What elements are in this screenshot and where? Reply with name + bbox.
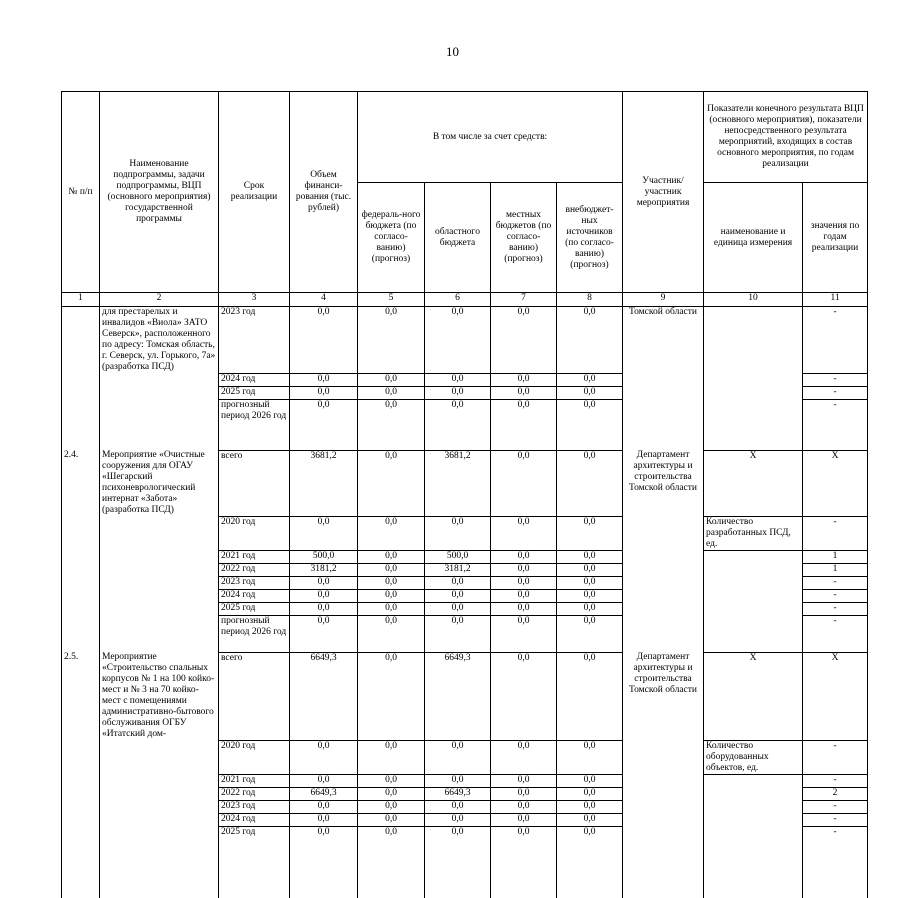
participant-cell bbox=[623, 576, 704, 589]
indicator-total-cell: Х bbox=[704, 652, 803, 740]
regional-cell: 0,0 bbox=[425, 576, 491, 589]
volume-cell: 6649,3 bbox=[290, 787, 358, 800]
indicator-value-cell: - bbox=[803, 516, 868, 550]
participant-cell: Департамент архитектуры и строительства Томской области bbox=[623, 450, 704, 516]
indicator-value-cell: 1 bbox=[803, 550, 868, 563]
local-cell: 0,0 bbox=[491, 576, 557, 589]
measure-name: Мероприятие «Очистные сооружения для ОГАУ «Шегарский психоневрологический интернат «Забота» (разработка ПСД) bbox=[100, 450, 219, 516]
table-row bbox=[62, 386, 868, 399]
measure-name bbox=[100, 740, 219, 774]
indicator-value-cell: - bbox=[803, 399, 868, 450]
participant-cell bbox=[623, 373, 704, 386]
extra-cell: 0,0 bbox=[557, 399, 623, 450]
volume-cell: 0,0 bbox=[290, 386, 358, 399]
federal-cell: 0,0 bbox=[358, 740, 425, 774]
table-row bbox=[62, 307, 868, 374]
federal-cell: 0,0 bbox=[358, 813, 425, 826]
volume-cell: 3181,2 bbox=[290, 563, 358, 576]
volume-cell: 0,0 bbox=[290, 373, 358, 386]
volume-cell: 0,0 bbox=[290, 399, 358, 450]
indicator-value-cell: 2 bbox=[803, 787, 868, 800]
federal-cell: 0,0 bbox=[358, 307, 425, 374]
table-row bbox=[62, 550, 868, 563]
regional-cell: 3181,2 bbox=[425, 563, 491, 576]
volume-cell: 0,0 bbox=[290, 813, 358, 826]
federal-cell: 0,0 bbox=[358, 450, 425, 516]
row-number bbox=[62, 550, 100, 563]
page-number: 10 bbox=[0, 44, 905, 60]
extra-cell: 0,0 bbox=[557, 373, 623, 386]
extra-cell: 0,0 bbox=[557, 550, 623, 563]
participant-cell: Томской области bbox=[623, 307, 704, 374]
header-extra: внебюджет-ных источников (по согласо-ванию) (прогноз) bbox=[557, 183, 623, 293]
regional-cell: 0,0 bbox=[425, 602, 491, 615]
row-number bbox=[62, 373, 100, 386]
federal-cell: 0,0 bbox=[358, 652, 425, 740]
indicator-name-cell bbox=[704, 800, 803, 813]
indicator-name-cell bbox=[704, 550, 803, 563]
measure-name bbox=[100, 800, 219, 813]
indicator-total-cell: Х bbox=[704, 450, 803, 516]
extra-cell: 0,0 bbox=[557, 774, 623, 787]
row-number bbox=[62, 576, 100, 589]
volume-cell: 0,0 bbox=[290, 826, 358, 898]
federal-cell: 0,0 bbox=[358, 615, 425, 652]
extra-cell: 0,0 bbox=[557, 307, 623, 374]
table-row bbox=[62, 450, 868, 516]
indicator-name-cell bbox=[704, 307, 803, 374]
volume-cell: 500,0 bbox=[290, 550, 358, 563]
table-row bbox=[62, 800, 868, 813]
extra-cell: 0,0 bbox=[557, 450, 623, 516]
indicator-value-cell: - bbox=[803, 826, 868, 898]
participant-cell: Департамент архитектуры и строительства Томской области bbox=[623, 652, 704, 740]
federal-cell: 0,0 bbox=[358, 589, 425, 602]
regional-cell: 6649,3 bbox=[425, 652, 491, 740]
row-number bbox=[62, 399, 100, 450]
participant-cell bbox=[623, 563, 704, 576]
local-cell: 0,0 bbox=[491, 373, 557, 386]
regional-cell: 0,0 bbox=[425, 399, 491, 450]
measure-name bbox=[100, 774, 219, 787]
indicator-value-cell: Х bbox=[803, 450, 868, 516]
indicator-name-cell: Количество оборудованных объектов, ед. bbox=[704, 740, 803, 774]
column-number: 10 bbox=[704, 293, 803, 307]
period-cell: 2023 год bbox=[219, 576, 290, 589]
table-row bbox=[62, 373, 868, 386]
period-cell: 2025 год bbox=[219, 602, 290, 615]
indicator-value-cell: - bbox=[803, 774, 868, 787]
measure-name bbox=[100, 563, 219, 576]
measure-name bbox=[100, 826, 219, 898]
indicator-value-cell: 1 bbox=[803, 563, 868, 576]
table-row bbox=[62, 787, 868, 800]
extra-cell: 0,0 bbox=[557, 813, 623, 826]
indicator-value-cell: - bbox=[803, 373, 868, 386]
column-number: 9 bbox=[623, 293, 704, 307]
extra-cell: 0,0 bbox=[557, 787, 623, 800]
local-cell: 0,0 bbox=[491, 615, 557, 652]
indicator-value-cell: Х bbox=[803, 652, 868, 740]
federal-cell: 0,0 bbox=[358, 563, 425, 576]
local-cell: 0,0 bbox=[491, 602, 557, 615]
row-number bbox=[62, 563, 100, 576]
measure-name bbox=[100, 399, 219, 450]
volume-cell: 0,0 bbox=[290, 576, 358, 589]
extra-cell: 0,0 bbox=[557, 576, 623, 589]
regional-cell: 0,0 bbox=[425, 774, 491, 787]
period-cell: 2022 год bbox=[219, 787, 290, 800]
table-row bbox=[62, 563, 868, 576]
table-row bbox=[62, 602, 868, 615]
table-row bbox=[62, 576, 868, 589]
indicator-value-cell: - bbox=[803, 307, 868, 374]
volume-cell: 0,0 bbox=[290, 589, 358, 602]
participant-cell bbox=[623, 516, 704, 550]
table-row bbox=[62, 774, 868, 787]
indicator-name-cell bbox=[704, 576, 803, 589]
local-cell: 0,0 bbox=[491, 774, 557, 787]
volume-cell: 0,0 bbox=[290, 516, 358, 550]
period-cell: 2021 год bbox=[219, 550, 290, 563]
federal-cell: 0,0 bbox=[358, 550, 425, 563]
measure-name bbox=[100, 516, 219, 550]
measure-name bbox=[100, 386, 219, 399]
local-cell: 0,0 bbox=[491, 516, 557, 550]
row-number bbox=[62, 787, 100, 800]
measure-name bbox=[100, 602, 219, 615]
indicator-value-cell: - bbox=[803, 800, 868, 813]
header-period: Срок реализации bbox=[219, 92, 290, 293]
header-local: местных бюджетов (по согласо-ванию) (прогноз) bbox=[491, 183, 557, 293]
row-number bbox=[62, 740, 100, 774]
regional-cell: 0,0 bbox=[425, 800, 491, 813]
column-number: 2 bbox=[100, 293, 219, 307]
regional-cell: 0,0 bbox=[425, 826, 491, 898]
table-row bbox=[62, 399, 868, 450]
indicator-name-cell bbox=[704, 589, 803, 602]
extra-cell: 0,0 bbox=[557, 826, 623, 898]
regional-cell: 0,0 bbox=[425, 740, 491, 774]
measure-name bbox=[100, 615, 219, 652]
local-cell: 0,0 bbox=[491, 386, 557, 399]
local-cell: 0,0 bbox=[491, 813, 557, 826]
table-row bbox=[62, 813, 868, 826]
indicator-name-cell bbox=[704, 813, 803, 826]
table-row bbox=[62, 589, 868, 602]
period-cell: прогнозный период 2026 год bbox=[219, 615, 290, 652]
indicator-name-cell bbox=[704, 563, 803, 576]
federal-cell: 0,0 bbox=[358, 386, 425, 399]
regional-cell: 3681,2 bbox=[425, 450, 491, 516]
local-cell: 0,0 bbox=[491, 787, 557, 800]
regional-cell: 500,0 bbox=[425, 550, 491, 563]
indicator-value-cell: - bbox=[803, 813, 868, 826]
volume-cell: 0,0 bbox=[290, 740, 358, 774]
participant-cell bbox=[623, 615, 704, 652]
measure-name bbox=[100, 813, 219, 826]
participant-cell bbox=[623, 813, 704, 826]
table-row bbox=[62, 740, 868, 774]
indicator-value-cell: - bbox=[803, 386, 868, 399]
volume-cell: 0,0 bbox=[290, 800, 358, 813]
indicator-name-cell bbox=[704, 399, 803, 450]
participant-cell bbox=[623, 550, 704, 563]
extra-cell: 0,0 bbox=[557, 589, 623, 602]
local-cell: 0,0 bbox=[491, 800, 557, 813]
measure-name bbox=[100, 576, 219, 589]
row-number bbox=[62, 826, 100, 898]
volume-cell: 0,0 bbox=[290, 602, 358, 615]
period-cell: 2021 год bbox=[219, 774, 290, 787]
row-number bbox=[62, 589, 100, 602]
federal-cell: 0,0 bbox=[358, 800, 425, 813]
participant-cell bbox=[623, 800, 704, 813]
local-cell: 0,0 bbox=[491, 740, 557, 774]
period-cell: 2024 год bbox=[219, 373, 290, 386]
period-cell: всего bbox=[219, 652, 290, 740]
regional-cell: 6649,3 bbox=[425, 787, 491, 800]
period-cell: 2024 год bbox=[219, 589, 290, 602]
regional-cell: 0,0 bbox=[425, 307, 491, 374]
row-number: 2.4. bbox=[62, 450, 100, 516]
local-cell: 0,0 bbox=[491, 826, 557, 898]
indicator-value-cell: - bbox=[803, 589, 868, 602]
period-cell: 2022 год bbox=[219, 563, 290, 576]
participant-cell bbox=[623, 826, 704, 898]
participant-cell bbox=[623, 602, 704, 615]
local-cell: 0,0 bbox=[491, 652, 557, 740]
header-num: № п/п bbox=[62, 92, 100, 293]
participant-cell bbox=[623, 740, 704, 774]
volume-cell: 0,0 bbox=[290, 615, 358, 652]
period-cell: 2025 год bbox=[219, 386, 290, 399]
period-cell: 2023 год bbox=[219, 307, 290, 374]
column-number: 8 bbox=[557, 293, 623, 307]
header-federal: федераль-ного бюджета (по согласо-ванию) (прогноз) bbox=[358, 183, 425, 293]
extra-cell: 0,0 bbox=[557, 652, 623, 740]
extra-cell: 0,0 bbox=[557, 386, 623, 399]
local-cell: 0,0 bbox=[491, 399, 557, 450]
measure-name: Мероприятие «Строительство спальных корпусов № 1 на 100 койко-мест и № 3 на 70 койко-мест с помещениями административно-бытового обслуживания ОГБУ «Итатский дом- bbox=[100, 652, 219, 740]
header-regional: областного бюджета bbox=[425, 183, 491, 293]
indicator-value-cell: - bbox=[803, 576, 868, 589]
indicator-name-cell: Количество разработанных ПСД, ед. bbox=[704, 516, 803, 550]
period-cell: 2023 год bbox=[219, 800, 290, 813]
column-number: 11 bbox=[803, 293, 868, 307]
measure-name: для престарелых и инвалидов «Виола» ЗАТО Северск», расположенного по адресу: Томская область, г. Северск, ул. Горького, 7а» (разработка ПСД) bbox=[100, 307, 219, 374]
header-participant: Участник/ участник мероприятия bbox=[623, 92, 704, 293]
participant-cell bbox=[623, 386, 704, 399]
indicator-name-cell bbox=[704, 787, 803, 800]
local-cell: 0,0 bbox=[491, 589, 557, 602]
extra-cell: 0,0 bbox=[557, 800, 623, 813]
regional-cell: 0,0 bbox=[425, 516, 491, 550]
period-cell: прогнозный период 2026 год bbox=[219, 399, 290, 450]
indicator-value-cell: - bbox=[803, 615, 868, 652]
indicator-value-cell: - bbox=[803, 602, 868, 615]
header-indicators-group: Показатели конечного результата ВЦП (основного мероприятия), показатели непосредственного результата мероприятий, входящих в состав основного мероприятия, по годам реализации bbox=[704, 92, 868, 183]
local-cell: 0,0 bbox=[491, 450, 557, 516]
federal-cell: 0,0 bbox=[358, 826, 425, 898]
volume-cell: 0,0 bbox=[290, 307, 358, 374]
column-number: 5 bbox=[358, 293, 425, 307]
regional-cell: 0,0 bbox=[425, 373, 491, 386]
header-indicator-values: значения по годам реализации bbox=[803, 183, 868, 293]
regional-cell: 0,0 bbox=[425, 589, 491, 602]
federal-cell: 0,0 bbox=[358, 576, 425, 589]
regional-cell: 0,0 bbox=[425, 813, 491, 826]
period-cell: 2024 год bbox=[219, 813, 290, 826]
column-number: 6 bbox=[425, 293, 491, 307]
row-number bbox=[62, 774, 100, 787]
funding-table bbox=[61, 91, 868, 898]
column-numbers-row bbox=[62, 293, 868, 307]
indicator-name-cell bbox=[704, 386, 803, 399]
table-body bbox=[62, 307, 868, 898]
period-cell: 2020 год bbox=[219, 516, 290, 550]
participant-cell bbox=[623, 774, 704, 787]
participant-cell bbox=[623, 787, 704, 800]
federal-cell: 0,0 bbox=[358, 399, 425, 450]
measure-name bbox=[100, 589, 219, 602]
extra-cell: 0,0 bbox=[557, 615, 623, 652]
extra-cell: 0,0 bbox=[557, 516, 623, 550]
table-row bbox=[62, 516, 868, 550]
row-number bbox=[62, 307, 100, 374]
row-number bbox=[62, 602, 100, 615]
participant-cell bbox=[623, 589, 704, 602]
federal-cell: 0,0 bbox=[358, 516, 425, 550]
local-cell: 0,0 bbox=[491, 307, 557, 374]
indicator-name-cell bbox=[704, 615, 803, 652]
federal-cell: 0,0 bbox=[358, 602, 425, 615]
row-number: 2.5. bbox=[62, 652, 100, 740]
measure-name bbox=[100, 550, 219, 563]
row-number bbox=[62, 516, 100, 550]
header-indicator-name: наименование и единица измерения bbox=[704, 183, 803, 293]
column-number: 3 bbox=[219, 293, 290, 307]
row-number bbox=[62, 386, 100, 399]
table-row bbox=[62, 615, 868, 652]
header-volume: Объем финанси-рования (тыс. рублей) bbox=[290, 92, 358, 293]
header-name: Наименование подпрограммы, задачи подпрограммы, ВЦП (основного мероприятия) государственной программы bbox=[100, 92, 219, 293]
column-number: 4 bbox=[290, 293, 358, 307]
period-cell: всего bbox=[219, 450, 290, 516]
period-cell: 2020 год bbox=[219, 740, 290, 774]
federal-cell: 0,0 bbox=[358, 774, 425, 787]
row-number bbox=[62, 800, 100, 813]
header-funding-group: В том числе за счет средств: bbox=[358, 92, 623, 183]
table-row bbox=[62, 652, 868, 740]
indicator-name-cell bbox=[704, 373, 803, 386]
regional-cell: 0,0 bbox=[425, 386, 491, 399]
regional-cell: 0,0 bbox=[425, 615, 491, 652]
period-cell: 2025 год bbox=[219, 826, 290, 898]
volume-cell: 6649,3 bbox=[290, 652, 358, 740]
extra-cell: 0,0 bbox=[557, 602, 623, 615]
measure-name bbox=[100, 373, 219, 386]
volume-cell: 0,0 bbox=[290, 774, 358, 787]
indicator-value-cell: - bbox=[803, 740, 868, 774]
federal-cell: 0,0 bbox=[358, 787, 425, 800]
extra-cell: 0,0 bbox=[557, 563, 623, 576]
local-cell: 0,0 bbox=[491, 563, 557, 576]
local-cell: 0,0 bbox=[491, 550, 557, 563]
extra-cell: 0,0 bbox=[557, 740, 623, 774]
participant-cell bbox=[623, 399, 704, 450]
measure-name bbox=[100, 787, 219, 800]
column-number: 1 bbox=[62, 293, 100, 307]
row-number bbox=[62, 813, 100, 826]
federal-cell: 0,0 bbox=[358, 373, 425, 386]
table-row bbox=[62, 826, 868, 898]
indicator-name-cell bbox=[704, 826, 803, 898]
indicator-name-cell bbox=[704, 774, 803, 787]
column-number: 7 bbox=[491, 293, 557, 307]
volume-cell: 3681,2 bbox=[290, 450, 358, 516]
row-number bbox=[62, 615, 100, 652]
indicator-name-cell bbox=[704, 602, 803, 615]
